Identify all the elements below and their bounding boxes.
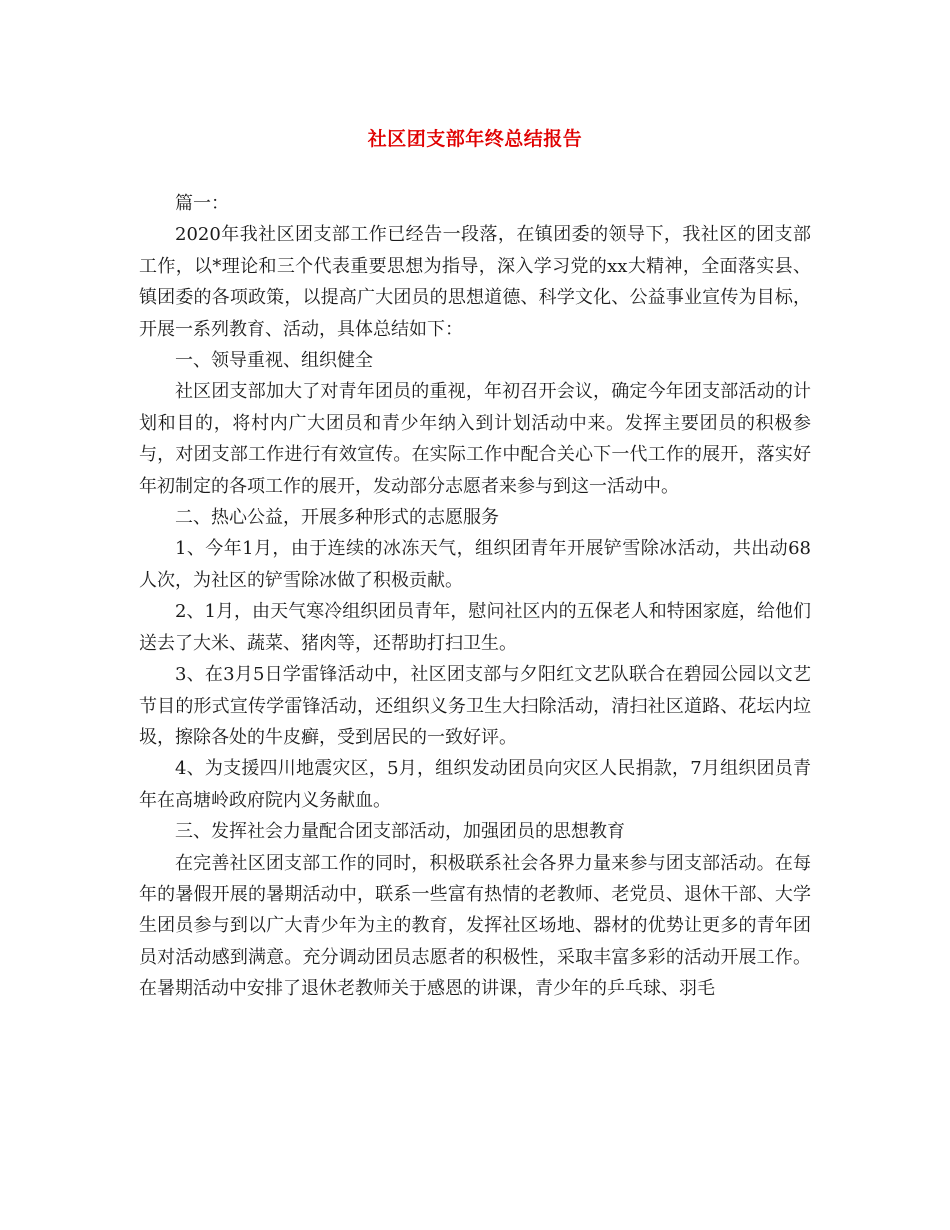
heading-section-2: 二、热心公益，开展多种形式的志愿服务 (175, 507, 499, 529)
paragraph-item-1: 1、今年1月，由于连续的冰冻天气，组织团青年开展铲雪除冰活动，共出动68人次，为社区的铲雪除冰做了积极贡献。 (139, 538, 811, 591)
paragraph-section-1: 社区团支部加大了对青年团员的重视，年初召开会议，确定今年团支部活动的计划和目的，将村内广大团员和青少年纳入到计划活动中来。发挥主要团员的积极参与，对团支部工作进行有效宣传。在实际工作中配合关心下一代工作的展开，落实好年初制定的各项工作的展开，发动部分志愿者来参与到这一活动中。 (139, 381, 811, 497)
paragraph-item-4: 4、为支援四川地震灾区，5月，组织发动团员向灾区人民捐款，7月组织团员青年在高塘岭政府院内义务献血。 (139, 758, 811, 811)
paragraph-intro: 2020年我社区团支部工作已经告一段落，在镇团委的领导下，我社区的团支部工作，以*理论和三个代表重要思想为指导，深入学习党的xx大精神，全面落实县、镇团委的各项政策，以提高广大团员的思想道德、科学文化、公益事业宣传为目标，开展一系列教育、活动，具体总结如下： (139, 224, 811, 340)
document-title: 社区团支部年终总结报告 (367, 128, 583, 150)
heading-section-3: 三、发挥社会力量配合团支部活动，加强团员的思想教育 (175, 821, 625, 843)
paragraph-section-3: 在完善社区团支部工作的同时，积极联系社会各界力量来参与团支部活动。在每年的暑假开展的暑期活动中，联系一些富有热情的老教师、老党员、退休干部、大学生团员参与到以广大青少年为主的教育，发挥社区场地、器材的优势让更多的青年团员对活动感到满意。充分调动团员志愿者的积极性，采取丰富多彩的活动开展工作。在暑期活动中安排了退休老教师关于感恩的讲课，青少年的乒乓球、羽毛 (139, 852, 811, 1000)
paragraph-item-3: 3、在3月5日学雷锋活动中，社区团支部与夕阳红文艺队联合在碧园公园以文艺节目的形式宣传学雷锋活动，还组织义务卫生大扫除活动，清扫社区道路、花坛内垃圾，擦除各处的牛皮癣，受到居民的一致好评。 (139, 664, 811, 748)
paragraph-section-label: 篇一： (175, 193, 229, 214)
document-body (139, 188, 811, 1005)
heading-section-1: 一、领导重视、组织健全 (175, 350, 373, 372)
paragraph-item-2: 2、1月，由天气寒冷组织团员青年，慰问社区内的五保老人和特困家庭，给他们送去了大米、蔬菜、猪肉等，还帮助打扫卫生。 (139, 601, 811, 654)
